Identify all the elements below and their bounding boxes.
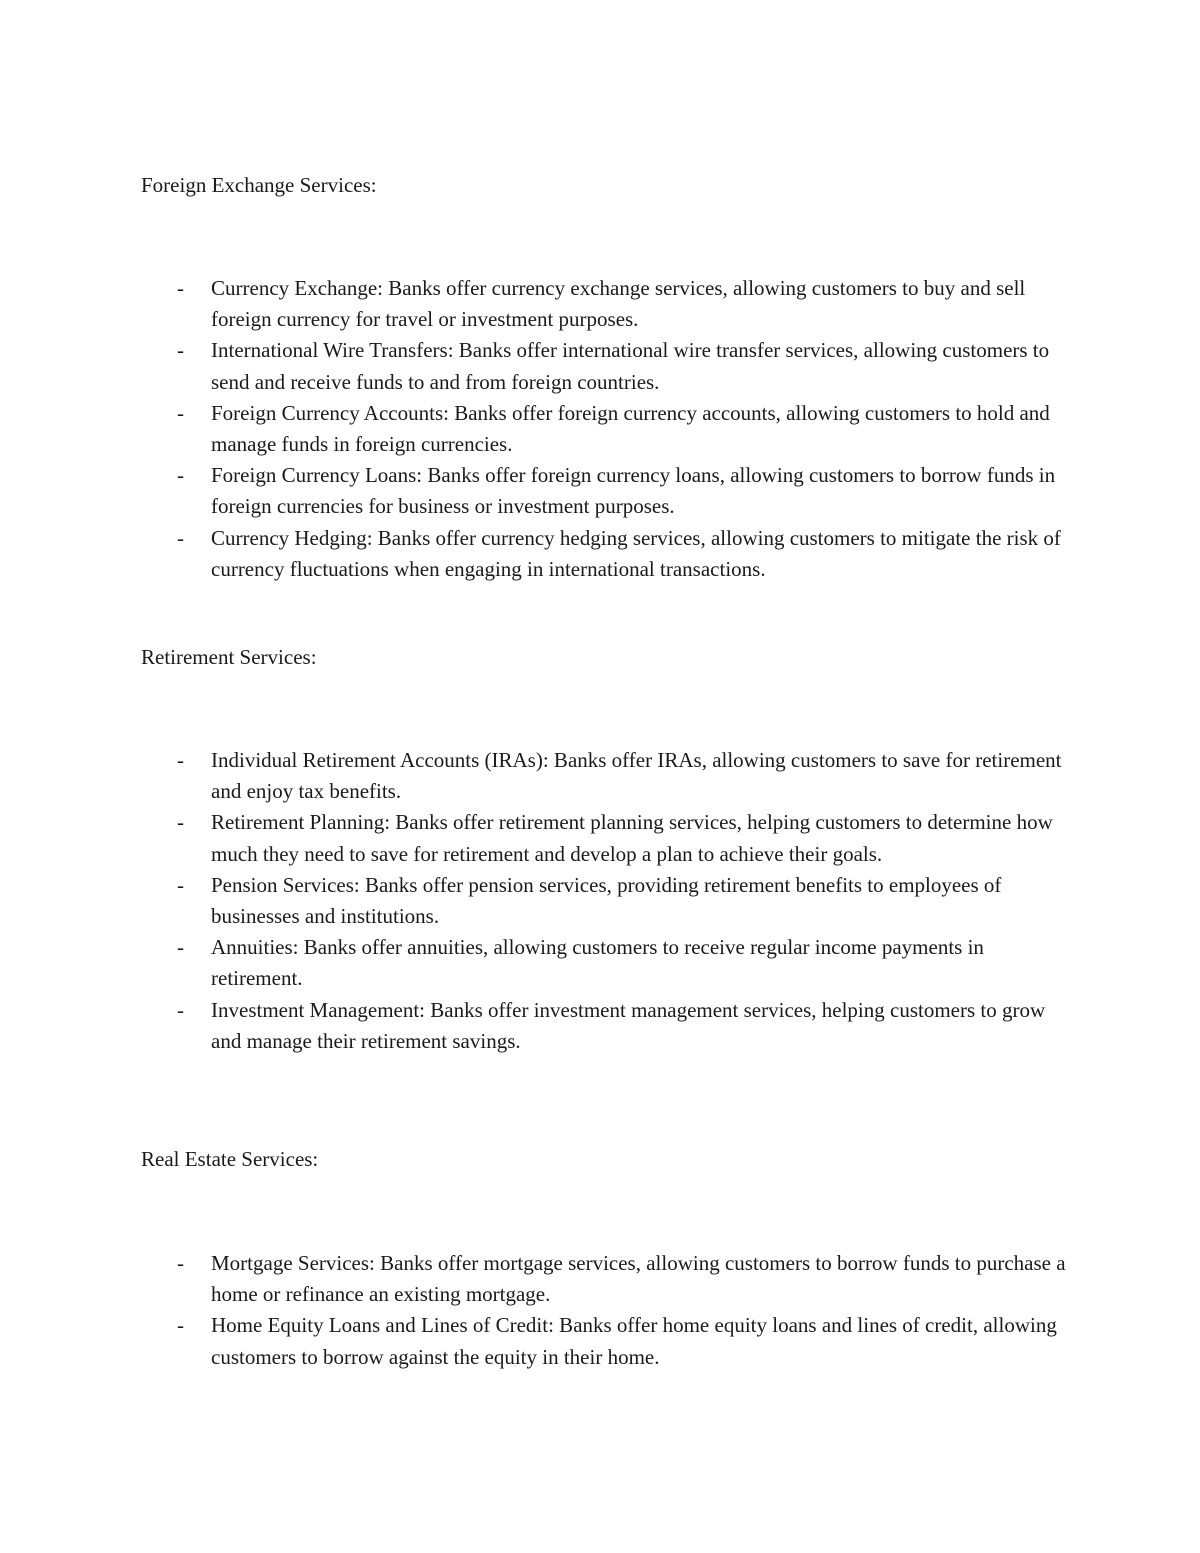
section-heading-real-estate: Real Estate Services: [141, 1147, 319, 1171]
list-item [141, 460, 1071, 522]
list-item-text: Mortgage Services: Banks offer mortgage services, allowing customers to borrow funds to purchase a home or refinance an existing mortgage. [211, 1251, 1066, 1307]
list-item-text: Currency Hedging: Banks offer currency hedging services, allowing customers to mitigate the risk of currency fluctuations when engaging in international transactions. [211, 525, 1061, 581]
list-item [141, 807, 1071, 869]
list-item [141, 273, 1071, 335]
foreign-exchange-list [141, 273, 1071, 585]
dash-bullet: - [177, 935, 184, 960]
dash-bullet: - [177, 1251, 184, 1275]
list-item-text: Investment Management: Banks offer investment management services, helping customers to grow and manage their retirement savings. [211, 997, 1046, 1053]
list-item-text: Foreign Currency Accounts: Banks offer foreign currency accounts, allowing customers to hold and manage funds in foreign currencies. [211, 400, 1050, 457]
list-item [141, 335, 1071, 397]
list-item [141, 1248, 1071, 1310]
dash-bullet: - [177, 525, 184, 550]
dash-bullet: - [177, 276, 184, 300]
list-item-text: Currency Exchange: Banks offer currency exchange services, allowing customers to buy and sell foreign currency for travel or investment purposes. [211, 276, 1026, 332]
list-item [141, 1310, 1071, 1372]
section-heading-foreign-exchange: Foreign Exchange Services: [141, 173, 377, 197]
dash-bullet: - [177, 400, 184, 425]
list-item [141, 870, 1071, 932]
dash-bullet: - [177, 810, 184, 835]
list-item [141, 995, 1071, 1057]
dash-bullet: - [177, 997, 184, 1022]
dash-bullet: - [177, 872, 184, 897]
list-item-text: Annuities: Banks offer annuities, allowing customers to receive regular income payments in retirement. [211, 935, 984, 991]
dash-bullet: - [177, 748, 184, 772]
dash-bullet: - [177, 463, 184, 488]
dash-bullet: - [177, 1313, 184, 1338]
list-item-text: Pension Services: Banks offer pension services, providing retirement benefits to employees of businesses and institutions. [211, 872, 1002, 929]
list-item [141, 523, 1071, 585]
list-item [141, 932, 1071, 994]
list-item [141, 745, 1071, 807]
list-item-text: International Wire Transfers: Banks offer international wire transfer services, allowing customers to send and receive funds to and from foreign countries. [211, 338, 1050, 394]
retirement-list [141, 745, 1071, 1057]
list-item [141, 398, 1071, 460]
real-estate-list [141, 1248, 1071, 1373]
list-item-text: Home Equity Loans and Lines of Credit: Banks offer home equity loans and lines of credit, allowing customers to borrow against the equity in their home. [211, 1313, 1057, 1369]
list-item-text: Individual Retirement Accounts (IRAs): Banks offer IRAs, allowing customers to save for retirement and enjoy tax benefits. [211, 748, 1062, 804]
section-heading-retirement: Retirement Services: [141, 645, 317, 669]
list-item-text: Foreign Currency Loans: Banks offer foreign currency loans, allowing customers to borrow funds in foreign currencies for business or investment purposes. [211, 463, 1056, 519]
list-item-text: Retirement Planning: Banks offer retirement planning services, helping customers to determine how much they need to save for retirement and develop a plan to achieve their goals. [211, 810, 1053, 866]
dash-bullet: - [177, 338, 184, 363]
